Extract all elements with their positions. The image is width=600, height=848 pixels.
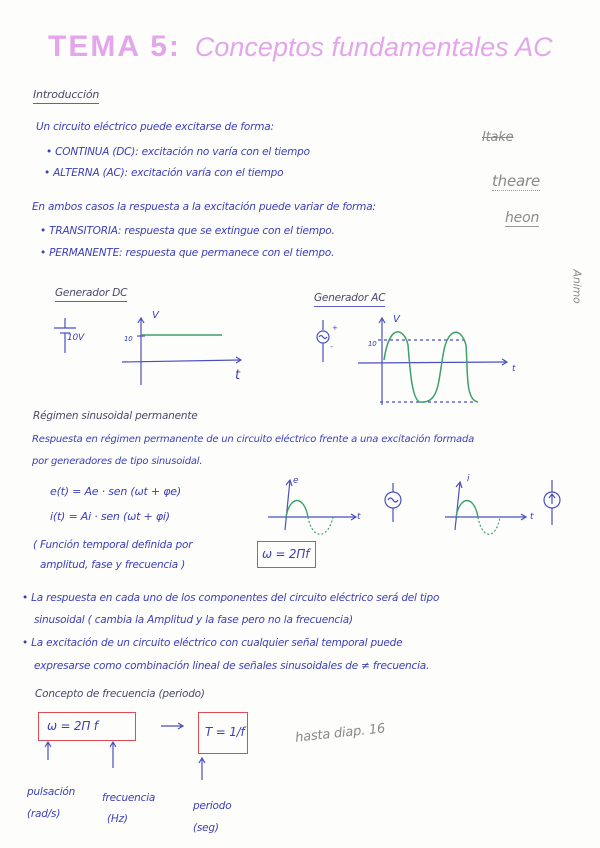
bullet-dc: • CONTINUA (DC): excitación no varía con el tiempo <box>46 146 310 158</box>
response-line: En ambos casos la respuesta a la excitación puede variar de forma: <box>32 201 376 213</box>
pulsation-label: pulsación <box>27 786 76 798</box>
margin-note: Itake <box>482 130 514 145</box>
bullet-ac: • ALTERNA (AC): excitación varía con el tiempo <box>44 167 284 179</box>
ac-source-icon <box>317 320 329 362</box>
ac-x-axis-label: t <box>512 364 516 374</box>
dc-source-icon <box>54 318 76 353</box>
pulsation-unit: (rad/s) <box>27 808 61 820</box>
bullet-sinusoidal-cont: sinusoidal ( cambia la Amplitud y la fase pero no la frecuencia) <box>34 614 353 626</box>
period-label: periodo <box>193 800 232 812</box>
function-note: ( Función temporal definida por <box>33 539 193 551</box>
period-formula: T = 1/f <box>205 725 245 739</box>
bullet-sinusoidal: • La respuesta en cada uno de los componentes del circuito eléctrico será del tipo <box>22 592 440 604</box>
current-source-icon <box>544 480 560 525</box>
graph-e-x-label: t <box>357 512 361 522</box>
arrow-icons <box>45 723 205 780</box>
ac-generator-label: Generador AC <box>314 292 385 307</box>
frequency-unit: (Hz) <box>107 813 128 825</box>
ac-y-axis-label: V <box>393 314 400 325</box>
dc-x-axis-label: t <box>235 368 240 383</box>
bullet-excitation-cont: expresarse como combinación lineal de señales sinusoidales de ≠ frecuencia. <box>34 660 430 672</box>
dc-generator-label: Generador DC <box>55 287 127 302</box>
bullet-transitoria: • TRANSITORIA: respuesta que se extingue con el tiempo. <box>40 225 335 237</box>
dc-source-value: 10V <box>67 333 85 343</box>
bullet-permanente: • PERMANENTE: respuesta que permanece con el tiempo. <box>40 247 335 259</box>
frequency-heading: Concepto de frecuencia (periodo) <box>35 688 205 700</box>
intro-heading: Introducción <box>33 88 99 104</box>
graph-i-x-label: t <box>530 512 534 522</box>
regimen-paragraph: Respuesta en régimen permanente de un circuito eléctrico frente a una excitación formada <box>32 434 475 445</box>
intro-line: Un circuito eléctrico puede excitarse de forma: <box>36 121 274 133</box>
regimen-heading: Régimen sinusoidal permanente <box>33 410 198 422</box>
margin-note: heon <box>505 210 540 226</box>
graph-e-y-label: e <box>293 476 299 486</box>
margin-note: Animo <box>570 269 584 304</box>
frequency-label: frecuencia <box>102 792 156 804</box>
dc-level-label: 10 <box>124 335 133 343</box>
ac-minus: - <box>330 342 333 351</box>
graph-i-y-label: i <box>467 474 470 484</box>
graph-i <box>445 482 526 534</box>
graph-e <box>268 480 356 534</box>
ac-signal-curve <box>384 332 478 402</box>
equation-i: i(t) = Ai · sen (ωt + φi) <box>50 510 170 523</box>
pulsation-formula: ω = 2Π f <box>47 719 98 733</box>
ac-plus: + <box>332 324 338 332</box>
regimen-paragraph: por generadores de tipo sinusoidal. <box>32 456 203 467</box>
topic-title: Conceptos fundamentales AC <box>194 32 553 62</box>
topic-number: TEMA 5: <box>48 30 181 63</box>
omega-formula: ω = 2Πf <box>262 547 310 561</box>
dc-y-axis-label: V <box>152 310 159 321</box>
margin-note: theare <box>492 172 541 190</box>
function-note: amplitud, fase y frecuencia ) <box>40 559 185 571</box>
equation-e: e(t) = Ae · sen (ωt + φe) <box>50 485 181 498</box>
period-unit: (seg) <box>193 822 219 834</box>
slide-note: hasta diap. 16 <box>294 721 386 746</box>
ac-level-label: 10 <box>368 340 377 348</box>
ac-graph <box>358 318 507 405</box>
dc-graph <box>122 318 241 385</box>
bullet-excitation: • La excitación de un circuito eléctrico con cualquier señal temporal puede <box>22 637 403 649</box>
voltage-source-icon <box>385 483 401 522</box>
